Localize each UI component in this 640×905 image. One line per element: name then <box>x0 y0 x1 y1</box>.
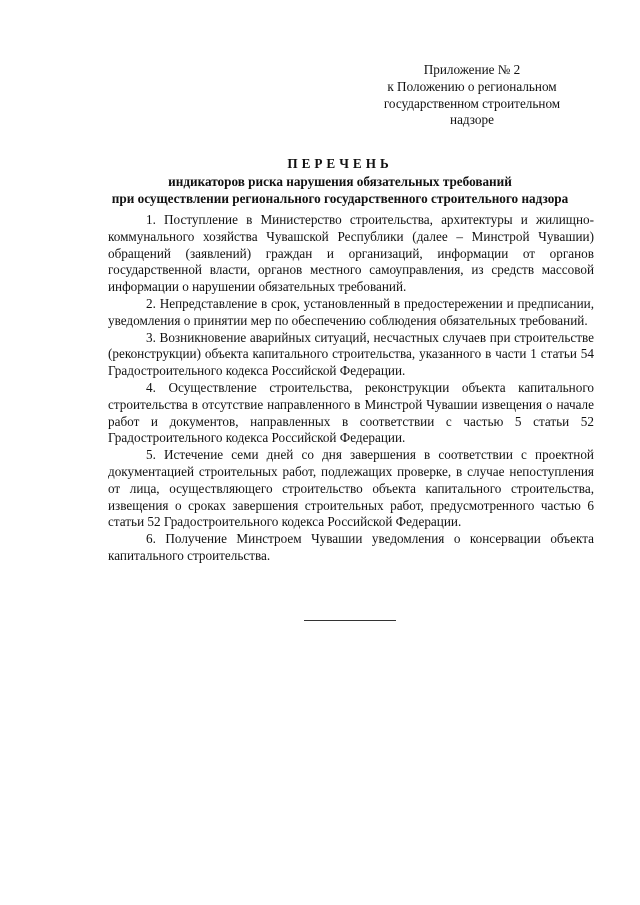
appendix-line-2: к Положению о региональном <box>387 78 557 94</box>
end-separator-line <box>304 620 396 621</box>
list-item: 4. Осуществление строительства, реконструкции объекта капитального строительства в отсутствие направленного в Минстрой Чувашии извещения о начале работ и документов, направленных в соответствии с частью 5 статьи 52 Градостроительного кодекса Российской Федерации. <box>108 379 594 446</box>
appendix-line-4: надзоре <box>450 112 494 128</box>
list-item: 1. Поступление в Министерство строительства, архитектуры и жилищно-коммунального хозяйства Чувашской Республики (далее – Минстрой Чувашии) обращений (заявлений) граждан и организаций, информации от органов государственной власти, органов местного самоуправления, из средств массовой информации о нарушении обязательных требований. <box>108 212 594 295</box>
indicator-list <box>108 212 594 565</box>
appendix-line-1: Приложение № 2 <box>423 62 521 77</box>
list-item: 5. Истечение семи дней со дня завершения в соответствии с проектной документацией строительных работ, подлежащих проверке, в случае непоступления от лица, осуществляющего строительство объекта капитального строительства, извещения о сроках завершения строительных работ, предусмотренного частью 6 статьи 52 Градостроительного кодекса Российской Федерации. <box>108 447 594 530</box>
appendix-line-3: государственном строительном <box>383 95 561 111</box>
list-item: 6. Получение Минстроем Чувашии уведомления о консервации объекта капитального строительства. <box>108 531 594 563</box>
title-line-1: индикаторов риска нарушения обязательных требований <box>168 173 512 189</box>
list-item: 2. Непредставление в срок, установленный в предостережении и предписании, уведомления о принятии мер по обеспечению соблюдения обязательных требований. <box>108 295 594 328</box>
document-title <box>70 156 610 207</box>
title-heading: ПЕРЕЧЕНЬ <box>287 156 393 171</box>
list-item: 3. Возникновение аварийных ситуаций, несчастных случаев при строительстве (реконструкции) объекта капитального строительства, указанного в части 1 статьи 54 Градостроительного кодекса Российской Федерации. <box>108 329 594 379</box>
appendix-reference <box>372 62 572 129</box>
title-line-2: при осуществлении регионального государственного строительного надзора <box>111 190 569 206</box>
